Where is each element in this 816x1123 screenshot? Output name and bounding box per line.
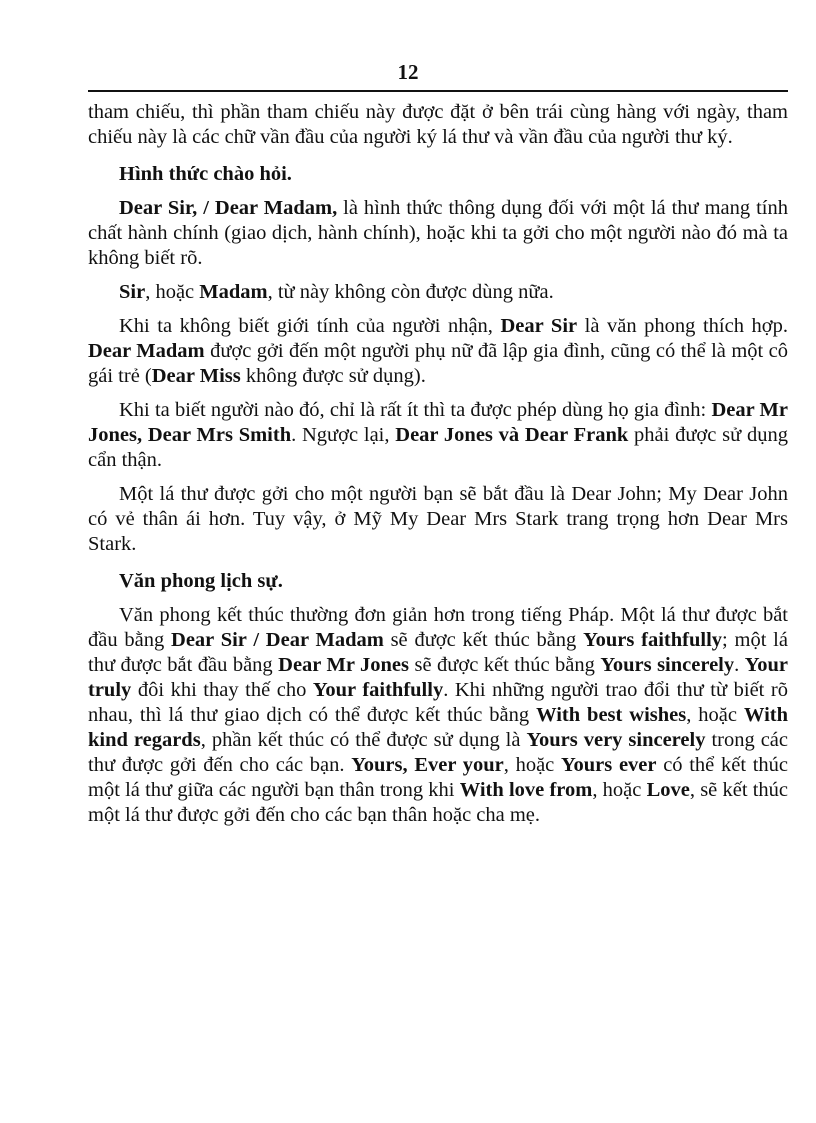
bold-term: Dear Miss — [151, 365, 241, 387]
text-run: . Ngược lại, — [291, 424, 396, 446]
bold-term: Dear Mr Jones — [278, 654, 410, 676]
paragraph-unknown-gender — [88, 314, 788, 389]
text-run: được gởi đến một người phụ nữ đã lập gia đình, cũng có thể là một cô gái trẻ ( — [88, 340, 788, 387]
paragraph-closing-styles — [88, 603, 788, 828]
text-run: , phần kết thúc có thể được sử dụng là — [200, 729, 527, 751]
bold-term: Dear Jones và Dear Frank — [395, 424, 629, 446]
paragraph-family-name — [88, 398, 788, 473]
bold-term: Yours, Ever your — [351, 754, 504, 776]
text-run: là văn phong thích hợp. — [577, 315, 788, 337]
text-run: là hình thức thông dụng đối với một lá thư mang tính chất hành chính (giao dịch, hành chính), hoặc khi ta gởi cho một người nào đó mà ta không biết rõ. — [88, 197, 788, 269]
bold-term: Yours faithfully — [583, 629, 723, 651]
bold-term: Dear Madam — [88, 340, 205, 362]
text-run: , hoặc — [686, 704, 744, 726]
bold-term: Dear Sir / Dear Madam — [171, 629, 384, 651]
text-run: , từ này không còn được dùng nữa. — [267, 281, 554, 303]
text-run: . — [734, 654, 745, 676]
page-body — [88, 100, 788, 828]
paragraph-continuation — [88, 100, 788, 150]
text-run: phải được sử dụng cẩn thận. — [88, 424, 788, 471]
text-run: ; một lá thư được bắt đầu bằng — [88, 629, 788, 676]
text-run: không được sử dụng). — [240, 365, 426, 387]
bold-term: With kind regards — [88, 704, 788, 751]
bold-term: Your faithfully — [312, 679, 444, 701]
text-run: tham chiếu, thì phần tham chiếu này được đặt ở bên trái cùng hàng với ngày, tham chiếu này là các chữ vần đầu của người ký lá thư và vần đầu của người thư ký. — [88, 101, 788, 148]
text-run: Khi ta không biết giới tính của người nhận, — [119, 315, 501, 337]
header-rule — [88, 90, 788, 92]
text-run: , hoặc — [145, 281, 200, 303]
text-run: sẽ được kết thúc bằng — [409, 654, 601, 676]
bold-term: Dear Mr Jones, Dear Mrs Smith — [88, 399, 788, 446]
paragraph-dear-sir-madam — [88, 196, 788, 271]
bold-term: Dear Sir — [500, 315, 578, 337]
text-run: đôi khi thay thế cho — [131, 679, 313, 701]
text-run: sẽ được kết thúc bằng — [383, 629, 584, 651]
paragraph-dear-john — [88, 482, 788, 557]
text-run: Văn phong kết thúc thường đơn giản hơn trong tiếng Pháp. Một lá thư được bắt đầu bằng — [88, 604, 788, 651]
text-run: . Khi những người trao đổi thư từ biết rõ nhau, thì lá thư giao dịch có thể được kết thúc bằng — [88, 679, 788, 726]
text-run: , hoặc — [503, 754, 561, 776]
section-heading-closing: Văn phong lịch sự. — [119, 570, 283, 592]
bold-term: Your truly — [88, 654, 788, 701]
bold-term: With love from — [459, 779, 593, 801]
text-run: Khi ta biết người nào đó, chỉ là rất ít thì ta được phép dùng họ gia đình: — [119, 399, 712, 421]
paragraph-sir-madam — [88, 280, 788, 305]
bold-term: Yours ever — [560, 754, 657, 776]
bold-term: Yours sincerely — [600, 654, 735, 676]
bold-term: Sir — [119, 281, 146, 303]
text-run: trong các thư được gởi đến cho các bạn. — [88, 729, 788, 776]
bold-term: Love — [646, 779, 690, 801]
bold-term: With best wishes — [536, 704, 687, 726]
section-heading-greeting: Hình thức chào hỏi. — [119, 163, 292, 185]
bold-term: Madam — [199, 281, 268, 303]
text-run: , sẽ kết thúc một lá thư được gởi đến cho các bạn thân hoặc cha mẹ. — [88, 779, 789, 826]
bold-term: Yours very sincerely — [526, 729, 706, 751]
text-run: Một lá thư được gởi cho một người bạn sẽ bắt đầu là Dear John; My Dear John có vẻ thân ái hơn. Tuy vậy, ở Mỹ My Dear Mrs Stark trang trọng hơn Dear Mrs Stark. — [88, 483, 788, 555]
text-run: có thể kết thúc một lá thư giữa các người bạn thân trong khi — [88, 754, 789, 801]
text-run: , hoặc — [592, 779, 647, 801]
page-number: 12 — [397, 60, 419, 84]
bold-term: Dear Sir, / Dear Madam, — [119, 197, 338, 219]
